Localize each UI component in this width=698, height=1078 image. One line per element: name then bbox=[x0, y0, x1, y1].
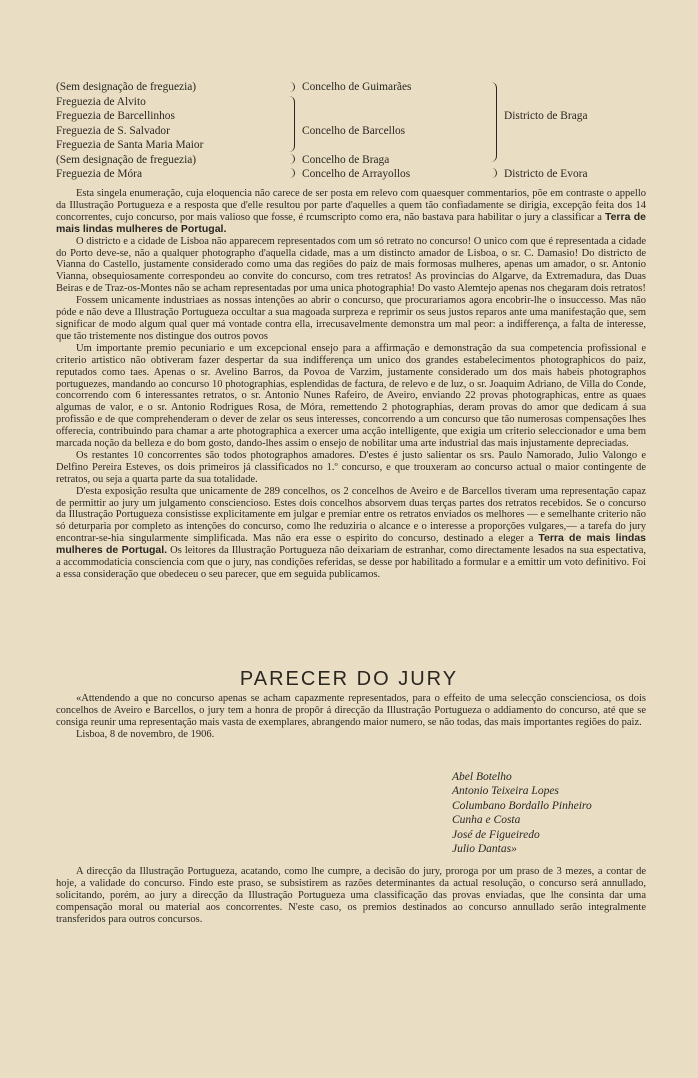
intro-article bbox=[56, 188, 646, 581]
parish-row: Freguezia de S. Salvador bbox=[56, 124, 170, 137]
parish-row: Freguezia de Santa Maria Maior bbox=[56, 139, 204, 151]
signature: Columbano Bordallo Pinheiro bbox=[452, 799, 592, 812]
paragraph: O districto e a cidade de Lisboa não apparecem representados com um só retrato no concurso! O unico com que é representada a cidade do Porto deve-se, não a qualquer photographo d'aquella cidade, mas a um distincto amador de Lisboa, o sr. C. Damasio! Do districto de Vianna do Castello, justamente considerado como uma das regiões do paiz de mais formosas mulheres, apenas um amador, o sr. Antonio Vianna, obsequiosamente correspondeu ao convite do concurso, com tres retratos! As provincias do Algarve, da Extremadura, das Duas Beiras e de Traz-os-Montes não se acham representadas por uma unica photographia! Do vasto Alemtejo apenas nos chegaram dois retratos! bbox=[56, 235, 646, 295]
council-row: Concelho de Braga bbox=[302, 153, 390, 166]
council-brace bbox=[288, 82, 295, 92]
signature: Julio Dantas» bbox=[452, 843, 517, 856]
paragraph: Fossem unicamente industriaes as nossas intenções ao abrir o concurso, que procurariamos agora encobrir-lhe o insuccesso. Mas não póde e não deve a Illustração Portugueza occultar a sua magoada surpreza e reprimir os seus justos reparos ante uma manifestação que, sem significar de modo algum qual quer má vontade contra ella, irrecusavelmente demonstra um mal peor: a indifferença, a falta de interesse, que tão tristemente nos distingue dos outros povos bbox=[56, 295, 646, 342]
jury-report bbox=[56, 693, 646, 741]
parish-row: Freguezia de Alvito bbox=[56, 95, 146, 108]
signature: José de Figueiredo bbox=[452, 828, 540, 841]
highlight-phrase: Terra de mais lindas mulheres de Portugal. bbox=[56, 532, 647, 557]
paragraph: A direcção da Illustração Portugueza, acatando, como lhe cumpre, a decisão do jury, proroga por um praso de 3 mezes, a contar de hoje, a validade do concurso. Findo este praso, se subsistirem as razões determinantes da actual resolução, o concurso será annullado, solicitando, porém, ao jury a direcção da Illustração Portugueza uma classificação das provas enviadas, que lhe consinta dar uma compensação moral ou material aos concorrentes. N'este caso, os premios destinados ao concurso annullado serão integralmente transferidos para outros concursos. bbox=[56, 866, 646, 925]
council-brace bbox=[288, 96, 295, 152]
district-column bbox=[504, 80, 644, 182]
signature: Cunha e Costa bbox=[452, 814, 521, 827]
district-row: Districto de Evora bbox=[504, 168, 588, 180]
council-row: Concelho de Arrayollos bbox=[302, 168, 411, 180]
paragraph: Esta singela enumeração, cuja eloquencia não carece de ser posta em relevo com quaesquer commentarios, põe em contraste o appello da Illustração Portugueza e a resposta que d'elle resultou por parte d'aquelles a quem tão confiadamente se dirigia, excepção feita dos 14 concorrentes, cujo concurso, por mais valioso que fosse, é rcumscripto como era, não bastava para habilitar o jury a classificar a Terra de mais lindas mulheres de Portugal. bbox=[56, 188, 646, 235]
council-brace bbox=[288, 154, 295, 164]
highlight-phrase: Terra de mais lindas mulheres de Portugal. bbox=[56, 210, 646, 235]
parish-column bbox=[56, 80, 291, 182]
footer-notice bbox=[56, 866, 646, 926]
district-brace bbox=[488, 82, 497, 162]
council-brace bbox=[288, 168, 295, 178]
parish-row: (Sem designação de freguezia) bbox=[56, 153, 197, 166]
district-row: Districto de Braga bbox=[504, 110, 588, 122]
signature-list bbox=[452, 770, 672, 856]
paragraph: Um importante premio pecuniario e um excepcional ensejo para a affirmação e demonstração da sua competencia profissional e criterio artistico não obtiveram fazer despertar da sua indifferença um unico dos grandes estabelecimentos photographicos do paiz, reputados como taes. Apenas o sr. Avelino Barros, da Povoa de Varzim, justamente considerado um dos mais habeis photographos portuguezes, mandando ao concurso 10 photographias, esplendidas de factura, de relevo e de luz, o sr. Joaquim Adriano, de Villa do Conde, concorrendo com 6 interessantes retratos, o sr. Antonio Nunes Rafeiro, de Aveiro, enviando 22 provas photographicas, entre as quaes algumas de valor, e o sr. Antonio Rodrigues Rosa, de Móra, remettendo 2 photographias, deram provas do amor que dedicam á sua profissão e de que comprehenderam o dever de zelar os seus interesses, concorrendo a um concurso que tão numerosas compensações lhes offerecia, contribuindo para chamar a arte photographica a exercer uma acção intelligente, que exigia um criterio seleccionador e uma bem marcada noção da belleza e do bom gosto, dando-lhes assim o ensejo de nobilitar uma arte industrial das mais injustamente depreciadas. bbox=[56, 342, 646, 450]
signature: Antonio Teixeira Lopes bbox=[452, 785, 559, 798]
report-date: Lisboa, 8 de novembro, de 1906. bbox=[76, 728, 215, 740]
council-row: Concelho de Barcellos bbox=[302, 124, 406, 137]
council-column bbox=[302, 80, 502, 182]
parish-row: Freguezia de Barcellinhos bbox=[56, 110, 175, 122]
council-row: Concelho de Guimarães bbox=[302, 81, 412, 93]
section-heading: PARECER DO JURY bbox=[239, 668, 459, 690]
paragraph: «Attendendo a que no concurso apenas se acham capazmente representados, para o effeito de uma selecção conscienciosa, os dois concelhos de Aveiro e Barcellos, o jury tem a honra de propôr á direcção da Illustração Portugueza o addiamento do concurso, até que se consiga reunir uma representação mais vasta de exemplares, abrangendo maior numero, se não todas, das mais importantes regiões do paiz. bbox=[56, 693, 646, 728]
paragraph: Os restantes 10 concorrentes são todos photographos amadores. D'estes é justo salientar os srs. Paulo Namorado, Julio Valongo e Delfino Pereira Esteves, os dois primeiros já classificados no 1.º concurso, e que trouxeram ao concurso actual o maior contingente de retratos, ou seja a quarta parte da sua totalidade. bbox=[56, 449, 646, 485]
parish-row: Freguezia de Móra bbox=[56, 168, 143, 180]
paragraph: D'esta exposição resulta que unicamente de 289 concelhos, os 2 concelhos de Aveiro e de Barcellos tiveram uma representação capaz de permittir ao jury um julgamento consciencioso. Estes dois concelhos absorvem duas terças partes dos retratos recebidos. Se o concurso da Illustração Portugueza consistisse explicitamente em julgar e premiar entre os retratos enviados os melhores — e semelhante criterio não só deturparia por completo as intenções do concurso, como lhe reduziria o alcance e o interesse a proporções vulgares,— a tarefa do jury encontrar-se-hia singularmente simplificada. Mas não era esse o espirito do concurso, destinado a eleger a Terra de mais lindas mulheres de Portugal. Os leitores da Illustração Portugueza não deixariam de estranhar, como directamente lesados na sua espectativa, a accommodaticia consciencia com que o jury, nas condições referidas, se desse por habilitado a formular e a emittir um voto definitivo. Foi a essa consideração que obedeceu o seu parecer, que em seguida publicamos. bbox=[56, 485, 647, 580]
signature: Abel Botelho bbox=[452, 771, 512, 783]
parish-row: (Sem designação de freguezia) bbox=[56, 81, 197, 93]
